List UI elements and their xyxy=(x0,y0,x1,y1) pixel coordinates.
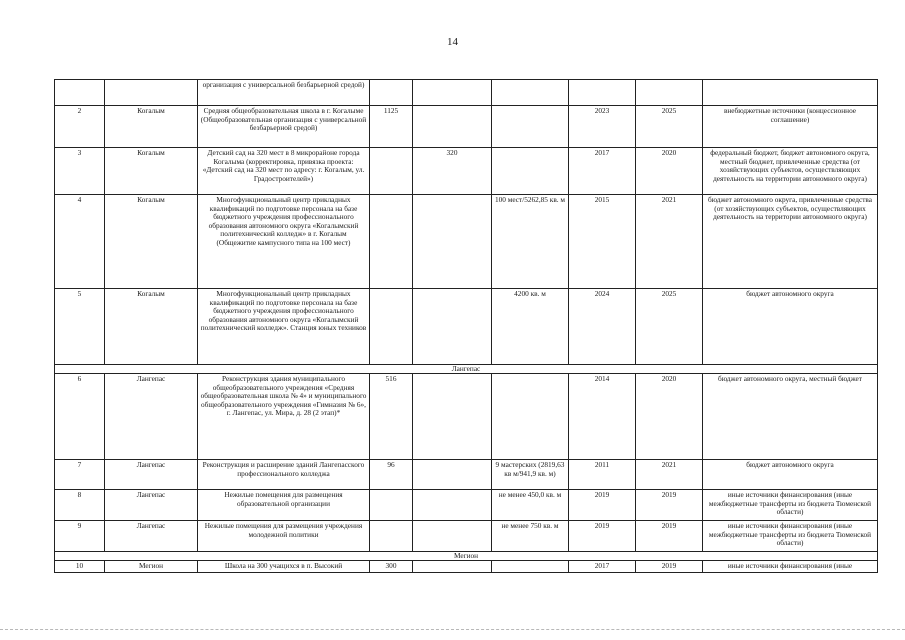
object-name: Нежилые помещения для размещения учреждения молодежной политики xyxy=(198,521,370,552)
capacity-places xyxy=(370,195,413,289)
capacity-preschool xyxy=(413,195,492,289)
capacity-preschool xyxy=(413,561,492,573)
funding-source: иные источники финансирования (иные xyxy=(703,561,878,573)
page-number: 14 xyxy=(447,36,458,48)
capacity-preschool: 320 xyxy=(413,148,492,195)
section-row xyxy=(55,552,878,561)
start-year: 2017 xyxy=(569,561,636,573)
capacity-preschool xyxy=(413,490,492,521)
end-year: 2020 xyxy=(636,148,703,195)
end-year: 2019 xyxy=(636,521,703,552)
capacity-area xyxy=(492,106,569,148)
table-row xyxy=(55,374,878,460)
end-year: 2019 xyxy=(636,490,703,521)
start-year: 2019 xyxy=(569,490,636,521)
capacity-area xyxy=(492,561,569,573)
start-year: 2011 xyxy=(569,460,636,490)
start-year: 2019 xyxy=(569,521,636,552)
funding-source: бюджет автономного округа, привлеченные средства (от хозяйствующих субъектов, осуществляющих деятельность на территории автономного округа) xyxy=(703,195,878,289)
start-year: 2014 xyxy=(569,374,636,460)
capacity-area: 9 мастерских (2819,63 кв м/941,9 кв. м) xyxy=(492,460,569,490)
section-label: Мегион xyxy=(55,552,878,561)
capacity-preschool xyxy=(413,106,492,148)
object-name: Реконструкция и расширение зданий Лангепасского профессионального колледжа xyxy=(198,460,370,490)
capacity-places xyxy=(370,289,413,365)
capacity-places xyxy=(370,148,413,195)
row-number: 4 xyxy=(55,195,105,289)
municipality: Когалым xyxy=(105,148,198,195)
section-row xyxy=(55,365,878,374)
capacity-area: не менее 750 кв. м xyxy=(492,521,569,552)
capacity-places: 300 xyxy=(370,561,413,573)
capacity-places: 1125 xyxy=(370,106,413,148)
municipality: Лангепас xyxy=(105,460,198,490)
row-number: 10 xyxy=(55,561,105,573)
table-row xyxy=(55,148,878,195)
capacity-area xyxy=(492,80,569,106)
investment-projects-table xyxy=(54,79,878,573)
funding-source: бюджет автономного округа, местный бюджет xyxy=(703,374,878,460)
row-number: 2 xyxy=(55,106,105,148)
row-number: 6 xyxy=(55,374,105,460)
municipality: Лангепас xyxy=(105,521,198,552)
row-number: 3 xyxy=(55,148,105,195)
capacity-places: 96 xyxy=(370,460,413,490)
municipality: Лангепас xyxy=(105,490,198,521)
municipality: Лангепас xyxy=(105,374,198,460)
funding-source: внебюджетные источники (концессионное соглашение) xyxy=(703,106,878,148)
start-year: 2015 xyxy=(569,195,636,289)
end-year: 2025 xyxy=(636,106,703,148)
object-name: Школа на 300 учащихся в п. Высокий xyxy=(198,561,370,573)
start-year: 2023 xyxy=(569,106,636,148)
end-year: 2020 xyxy=(636,374,703,460)
funding-source: иные источники финансирования (иные межбюджетные трансферты из бюджета Тюменской области) xyxy=(703,521,878,552)
capacity-places xyxy=(370,521,413,552)
capacity-area xyxy=(492,374,569,460)
start-year xyxy=(569,80,636,106)
row-number: 9 xyxy=(55,521,105,552)
table-row xyxy=(55,460,878,490)
start-year: 2024 xyxy=(569,289,636,365)
table-row xyxy=(55,106,878,148)
municipality xyxy=(105,80,198,106)
municipality: Когалым xyxy=(105,106,198,148)
municipality: Когалым xyxy=(105,289,198,365)
object-name: Многофункциональный центр прикладных квалификаций по подготовке персонала на базе бюджетного учреждения профессионального образования автономного округа «Когалымский политехнический колледж». Станция юных техников xyxy=(198,289,370,365)
end-year: 2021 xyxy=(636,460,703,490)
municipality: Мегион xyxy=(105,561,198,573)
object-name: Средняя общеобразовательная школа в г. Когалыме (Общеобразовательная организация с универсальной безбарьерной средой) xyxy=(198,106,370,148)
scan-edge-line xyxy=(0,629,905,630)
municipality: Когалым xyxy=(105,195,198,289)
table-row xyxy=(55,289,878,365)
object-name: организация с универсальной безбарьерной средой) xyxy=(198,80,370,106)
row-number xyxy=(55,80,105,106)
object-name: Нежилые помещения для размещения образовательной организации xyxy=(198,490,370,521)
capacity-preschool xyxy=(413,521,492,552)
capacity-area: 4200 кв. м xyxy=(492,289,569,365)
capacity-preschool xyxy=(413,374,492,460)
capacity-places xyxy=(370,80,413,106)
funding-source xyxy=(703,80,878,106)
row-number: 5 xyxy=(55,289,105,365)
table-row xyxy=(55,195,878,289)
capacity-preschool xyxy=(413,460,492,490)
end-year: 2021 xyxy=(636,195,703,289)
end-year xyxy=(636,80,703,106)
end-year: 2025 xyxy=(636,289,703,365)
table-row xyxy=(55,490,878,521)
funding-source: бюджет автономного округа xyxy=(703,460,878,490)
capacity-area: 100 мест/5262,85 кв. м xyxy=(492,195,569,289)
object-name: Реконструкция здания муниципального общеобразовательного учреждения «Средняя общеобразовательная школа № 4» и муниципального общеобразовательного учреждения «Гимназия № 6», г. Лангепас, ул. Мира, д. 28 (2 этап)* xyxy=(198,374,370,460)
start-year: 2017 xyxy=(569,148,636,195)
section-label: Лангепас xyxy=(55,365,878,374)
funding-source: иные источники финансирования (иные межбюджетные трансферты из бюджета Тюменской области) xyxy=(703,490,878,521)
row-number: 8 xyxy=(55,490,105,521)
capacity-area: не менее 450,0 кв. м xyxy=(492,490,569,521)
table-row xyxy=(55,80,878,106)
end-year: 2019 xyxy=(636,561,703,573)
object-name: Детский сад на 320 мест в 8 микрорайоне города Когалыма (корректировка, привязка проекта: «Детский сад на 320 мест по адресу: г. Когалым, ул. Градостроителей») xyxy=(198,148,370,195)
capacity-places xyxy=(370,490,413,521)
capacity-preschool xyxy=(413,289,492,365)
capacity-area xyxy=(492,148,569,195)
capacity-places: 516 xyxy=(370,374,413,460)
funding-source: федеральный бюджет, бюджет автономного округа, местный бюджет, привлеченные средства (от хозяйствующих субъектов, осуществляющих деятельность на территории автономного округа) xyxy=(703,148,878,195)
object-name: Многофункциональный центр прикладных квалификаций по подготовке персонала на базе бюджетного учреждения профессионального образования автономного округа «Когалымский политехнический колледж» в г. Когалым (Общежитие кампусного типа на 100 мест) xyxy=(198,195,370,289)
funding-source: бюджет автономного округа xyxy=(703,289,878,365)
table-row xyxy=(55,561,878,573)
capacity-preschool xyxy=(413,80,492,106)
row-number: 7 xyxy=(55,460,105,490)
table-row xyxy=(55,521,878,552)
